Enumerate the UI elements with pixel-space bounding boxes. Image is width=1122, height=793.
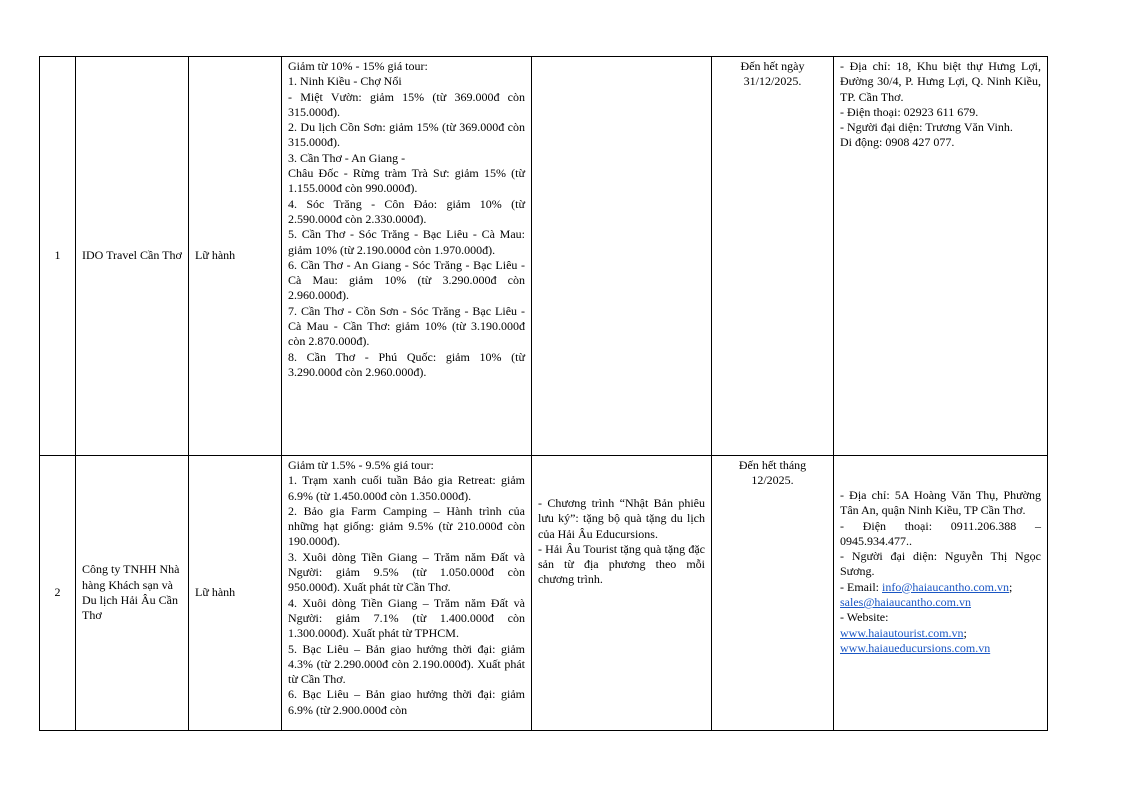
promo-line: 5. Bạc Liêu – Bản giao hưởng thời đại: giảm 4.3% (từ 2.290.000đ còn 2.190.000đ). Xuất phát từ Cần Thơ. <box>288 641 525 687</box>
promo-line: 5. Cần Thơ - Sóc Trăng - Bạc Liêu - Cà Mau: giảm 10% (từ 2.190.000đ còn 1.970.000đ). <box>288 227 525 257</box>
table-row <box>40 57 1048 456</box>
contact-representative: - Người đại diện: Trương Văn Vinh. <box>840 120 1013 135</box>
table-row <box>40 456 1048 731</box>
promo-line: 8. Cần Thơ - Phú Quốc: giảm 10% (từ 3.290.000đ còn 2.960.000đ). <box>288 349 525 379</box>
promo-line: 1. Ninh Kiều - Chợ Nổi <box>288 74 402 89</box>
promo-line: - Miệt Vườn: giảm 15% (từ 369.000đ còn 315.000đ). <box>288 89 525 119</box>
email-label: - Email: <box>840 579 879 594</box>
contact-website <box>840 610 1041 656</box>
promo-cell <box>282 57 532 456</box>
period-cell: Đến hết tháng 12/2025. <box>712 456 834 731</box>
contact-phone: - Điện thoại: 02923 611 679. <box>840 104 979 119</box>
contact-mobile: Di động: 0908 427 077. <box>840 135 955 150</box>
promo-line: 1. Trạm xanh cuối tuần Bảo gia Retreat: giảm 6.9% (từ 1.450.000đ còn 1.350.000đ). <box>288 473 525 503</box>
stt-cell: 1 <box>40 57 76 456</box>
promo-line: 7. Cần Thơ - Cồn Sơn - Sóc Trăng - Bạc Liêu - Cà Mau - Cần Thơ: giảm 10% (từ 3.190.000đ còn 2.870.000đ). <box>288 303 525 349</box>
promo-line: 6. Bạc Liêu – Bản giao hưởng thời đại: giảm 6.9% (từ 2.900.000đ còn <box>288 687 525 717</box>
contact-phone: - Điện thoại: 0911.206.388 – 0945.934.477.. <box>840 518 1041 548</box>
promo-cell <box>282 456 532 731</box>
email-link[interactable]: sales@haiaucantho.com.vn <box>840 595 972 610</box>
promotion-table <box>39 56 1048 731</box>
promo-line: 3. Xuôi dòng Tiền Giang – Trăm năm Đất và Người: giảm 9.5% (từ 1.050.000đ còn 950.000đ). Xuất phát từ Cần Thơ. <box>288 549 525 595</box>
contact-email <box>840 580 1041 611</box>
period-cell: Đến hết ngày 31/12/2025. <box>712 57 834 456</box>
promo-line: 4. Sóc Trăng - Côn Đảo: giảm 10% (từ 2.590.000đ còn 2.330.000đ). <box>288 196 525 226</box>
stt-cell: 2 <box>40 456 76 731</box>
website-separator: ; <box>963 625 967 640</box>
promo-line: Giảm từ 10% - 15% giá tour: <box>288 59 428 73</box>
company-cell: Công ty TNHH Nhà hàng Khách sạn và Du lịch Hải Âu Cần Thơ <box>76 456 189 731</box>
promo-line: Châu Đốc - Rừng tràm Trà Sư: giảm 15% (từ 1.155.000đ còn 990.000đ). <box>288 166 525 196</box>
website-link[interactable]: www.haiaueducursions.com.vn <box>840 640 991 655</box>
promo-line: 6. Cần Thơ - An Giang - Sóc Trăng - Bạc Liêu - Cà Mau: giảm 10% (từ 3.290.000đ còn 2.960.000đ). <box>288 257 525 303</box>
field-cell: Lữ hành <box>189 57 282 456</box>
company-cell: IDO Travel Cần Thơ <box>76 57 189 456</box>
website-link[interactable]: www.haiautourist.com.vn <box>840 625 964 640</box>
email-separator: ; <box>1009 579 1013 594</box>
promo-line: Giảm từ 1.5% - 9.5% giá tour: <box>288 458 434 472</box>
gift-cell <box>532 57 712 456</box>
email-link[interactable]: info@haiaucantho.com.vn <box>882 579 1010 594</box>
gift-line: - Hải Âu Tourist tặng quà tặng đặc sản từ địa phương theo mỗi chương trình. <box>538 541 705 587</box>
gift-line: - Chương trình “Nhật Bản phiêu lưu ký”: tặng bộ quà tặng du lịch của Hải Âu Educursions. <box>538 496 705 541</box>
promo-line: 2. Du lịch Cồn Sơn: giảm 15% (từ 369.000đ còn 315.000đ). <box>288 120 525 150</box>
gift-cell <box>532 456 712 731</box>
promo-line: 4. Xuôi dòng Tiền Giang – Trăm năm Đất và Người: giảm 7.1% (từ 1.400.000đ còn 1.300.000đ). Xuất phát từ TPHCM. <box>288 595 525 641</box>
contact-representative: - Người đại diện: Nguyễn Thị Ngọc Sương. <box>840 549 1041 579</box>
contact-cell <box>834 57 1048 456</box>
promo-line: 3. Cần Thơ - An Giang - <box>288 150 406 165</box>
contact-address: - Địa chỉ: 5A Hoàng Văn Thụ, Phường Tân An, quận Ninh Kiều, TP Cần Thơ. <box>840 488 1041 518</box>
website-label: - Website: <box>840 610 889 625</box>
promo-line: 2. Bảo gia Farm Camping – Hành trình của những hạt giống: giảm 9.5% (từ 210.000đ còn 190.000đ). <box>288 503 525 549</box>
contact-address: - Địa chỉ: 18, Khu biệt thự Hưng Lợi, Đường 30/4, P. Hưng Lợi, Q. Ninh Kiều, TP. Cần Thơ. <box>840 59 1041 104</box>
field-cell: Lữ hành <box>189 456 282 731</box>
contact-cell <box>834 456 1048 731</box>
